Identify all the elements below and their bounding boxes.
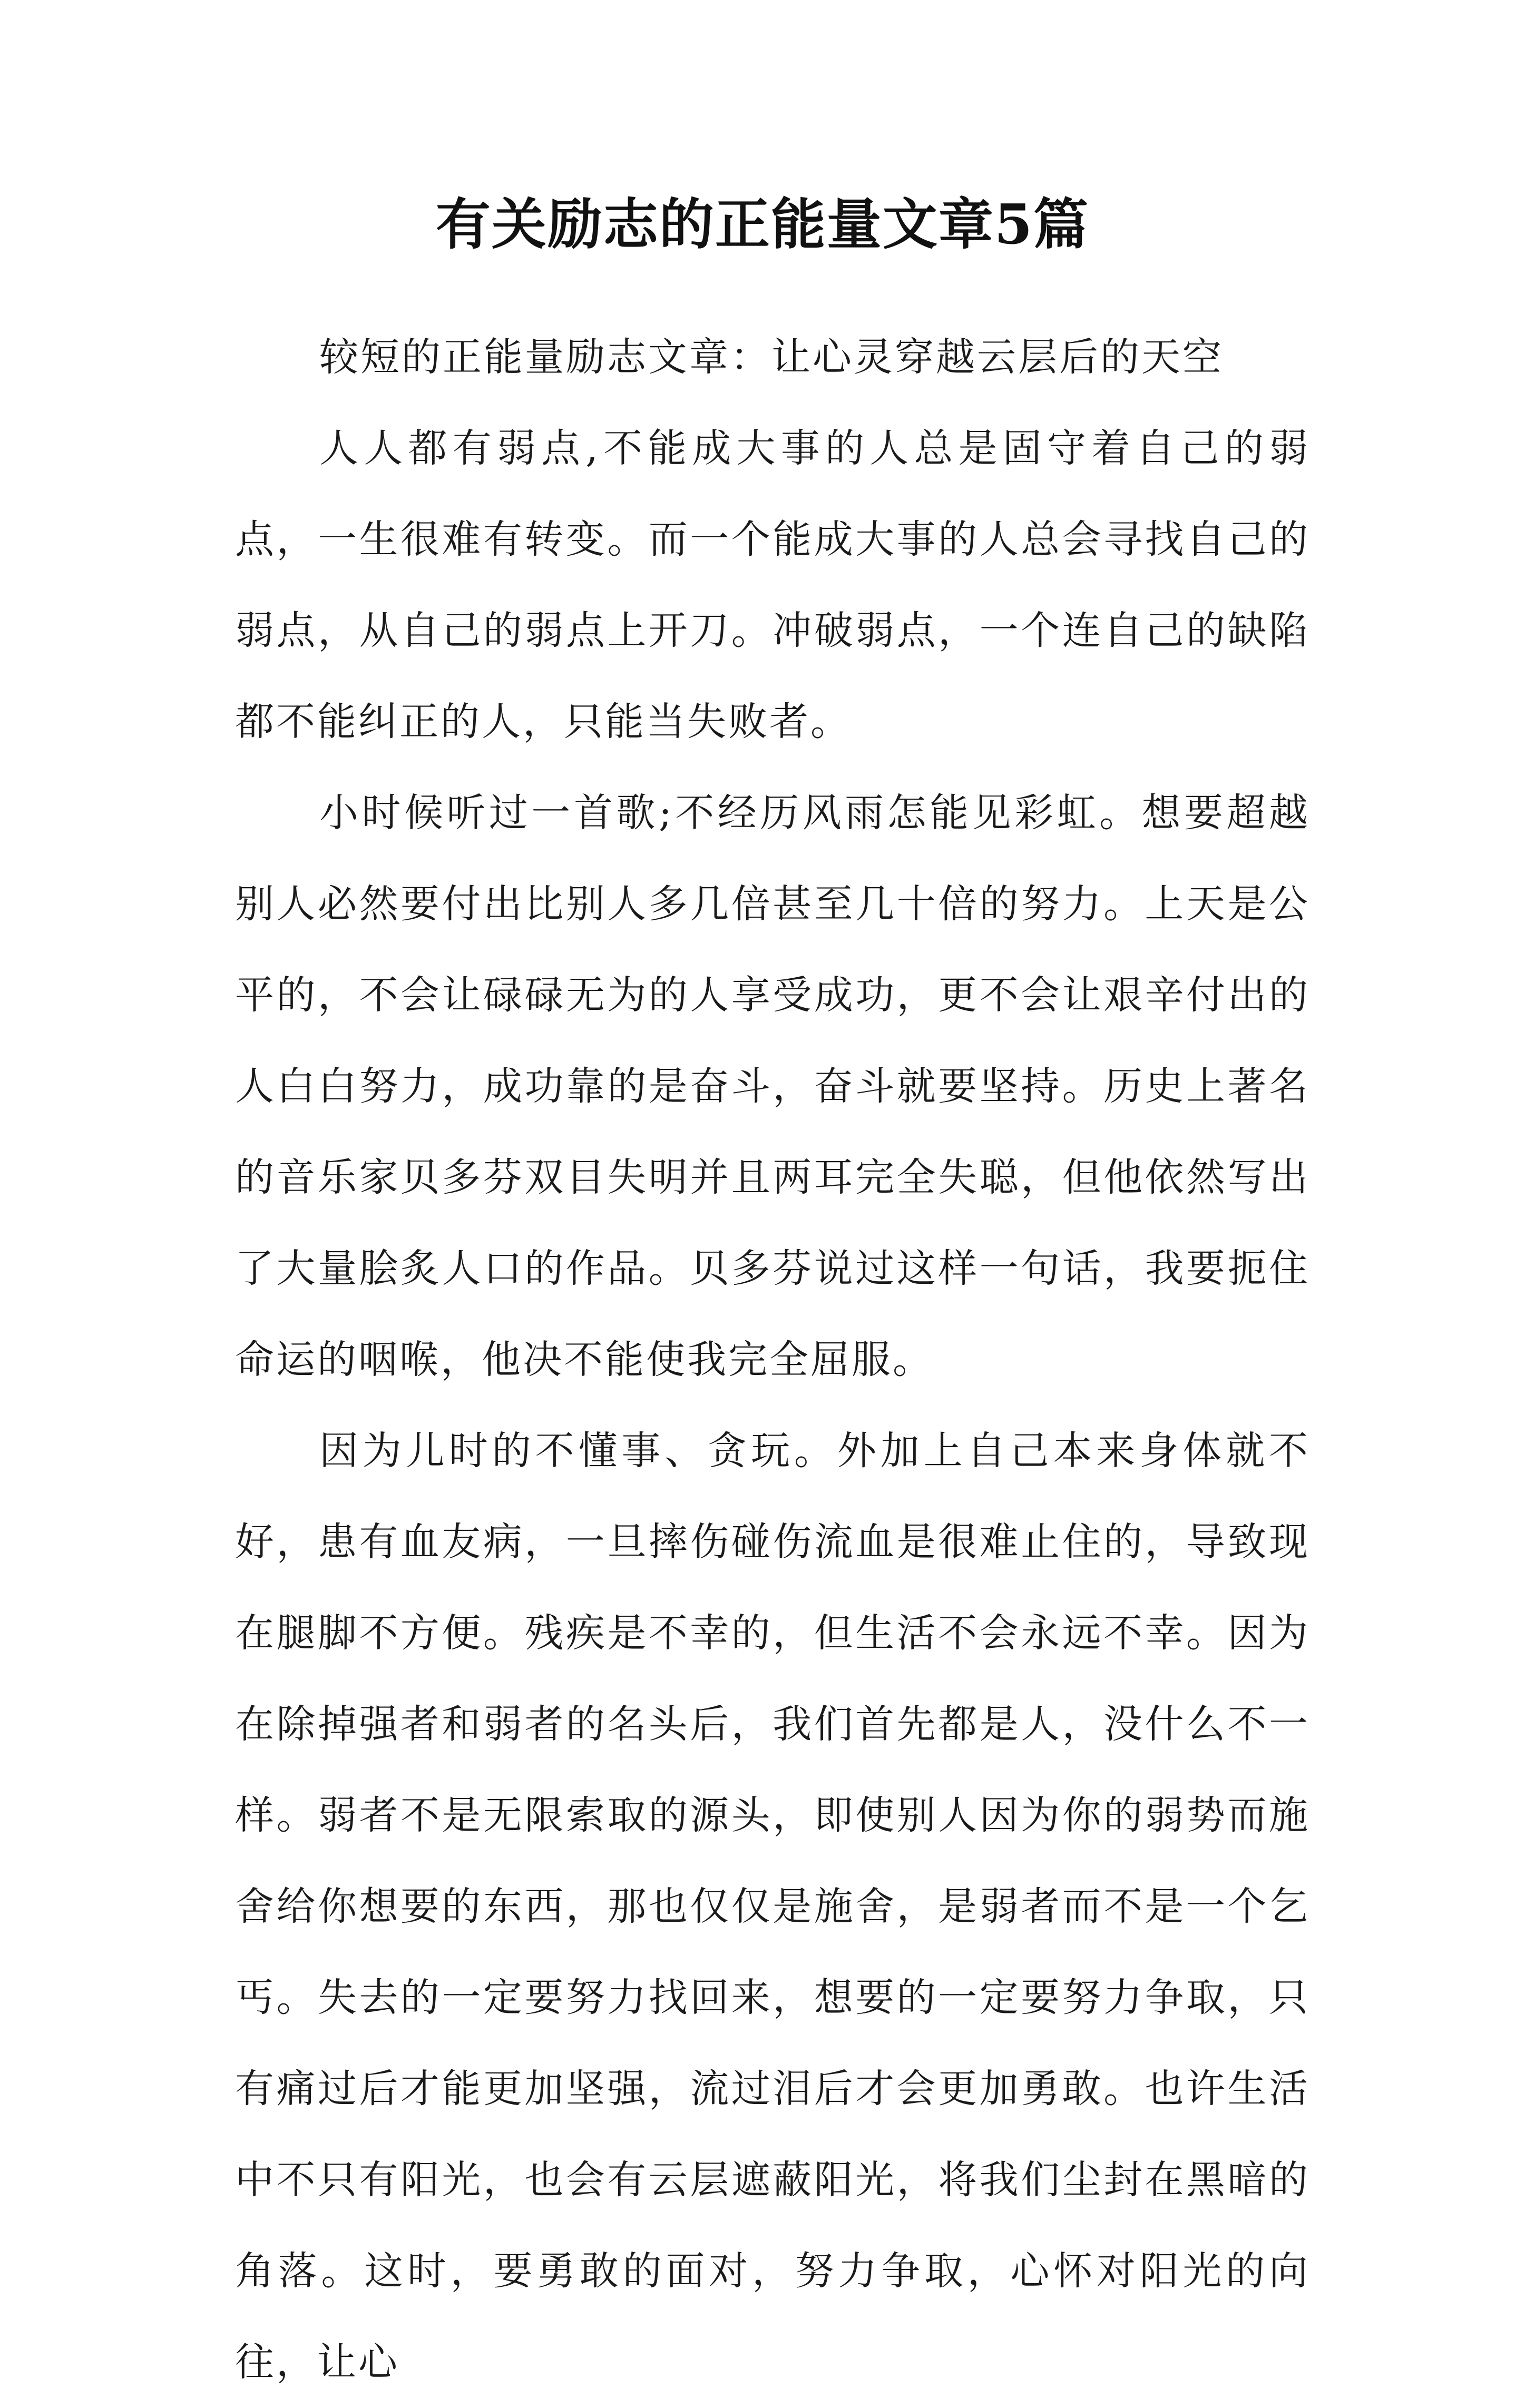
document-body: [235, 312, 1310, 2408]
section-heading: 较短的正能量励志文章：让心灵穿越云层后的天空: [319, 335, 1224, 380]
paragraph-1: 人人都有弱点,不能成大事的人总是固守着自己的弱点，一生很难有转变。而一个能成大事的人总会寻找自己的弱点，从自己的弱点上开刀。冲破弱点，一个连自己的缺陷都不能纠正的人，只能当失败者。: [235, 426, 1310, 744]
paragraph-2: 小时候听过一首歌;不经历风雨怎能见彩虹。想要超越别人必然要付出比别人多几倍甚至几十倍的努力。上天是公平的，不会让碌碌无为的人享受成功，更不会让艰辛付出的人白白努力，成功靠的是奋斗，奋斗就要坚持。历史上著名的音乐家贝多芬双目失明并且两耳完全失聪，但他依然写出了大量脍炙人口的作品。贝多芬说过这样一句话，我要扼住命运的咽喉，他决不能使我完全屈服。: [235, 790, 1310, 1382]
document-title: 有关励志的正能量文章5篇: [435, 192, 1090, 257]
paragraph-3: 因为儿时的不懂事、贪玩。外加上自己本来身体就不好，患有血友病，一旦摔伤碰伤流血是很难止住的，导致现在腿脚不方便。残疾是不幸的，但生活不会永远不幸。因为在除掉强者和弱者的名头后，我们首先都是人，没什么不一样。弱者不是无限索取的源头，即使别人因为你的弱势而施舍给你想要的东西，那也仅仅是施舍，是弱者而不是一个乞丐。失去的一定要努力找回来，想要的一定要努力争取，只有痛过后才能更加坚强，流过泪后才会更加勇敢。也许生活中不只有阳光，也会有云层遮蔽阳光，将我们尘封在黑暗的角落。这时，要勇敢的面对，努力争取，心怀对阳光的向往，让心: [235, 1428, 1310, 2385]
